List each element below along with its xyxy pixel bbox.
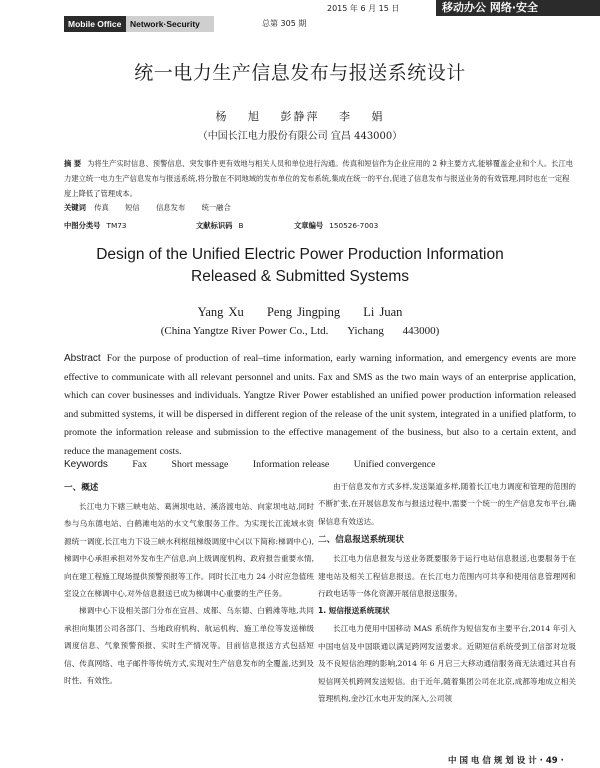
keyword-en: Unified convergence	[353, 459, 436, 470]
abstract-en	[64, 350, 576, 461]
body-paragraph: 长江电力使用中国移动 MAS 系统作为短信发布主要平台,2014 年引入中国电信及中国联通以满足跨网发送要求。近期短信系统受到工信部对垃圾及不良短信治理的影响,2014 年 6 月启三大移动通信服务商无法通过其自有短信网关机跨网发送短信。由于近年,随着集团公司在北京,成都等地成立相关管理机构,金沙江水电开发的深入,公司领	[318, 624, 576, 704]
body-paragraph: 长江电力下辖三峡电站、葛洲坝电站、溪洛渡电站、向家坝电站,同时参与乌东德电站、白鹤滩电站的水文气象服务工作。为实现长江流域水资源统一调度,长江电力下设三峡水利枢纽梯级调度中心(以下简称:梯调中心),梯调中心承担承担对外发布生产信息,向上级调度机构、政府报告重要水情,向在建工程施工现场提供预警预报等工作。同时长江电力 24 小时应急值班室设立在梯调中心,对外信息报送已成为梯调中心重要的生产任务。	[64, 502, 314, 599]
column-brand: 移动办公 网络·安全	[436, 0, 600, 16]
authors-cn: 杨 旭 彭静萍 李 娟	[215, 110, 385, 123]
body-column-left	[64, 478, 314, 689]
subsection-heading: 1. 短信报送系统现状	[318, 606, 390, 616]
body-paragraph: 梯调中心下设相关部门分布在宜昌、成都、乌东德、白鹤滩等地,共同承担向集团公司各部门、当地政府机构、航运机构、施工单位等发送梯级调度信息、气象预警预报、实时生产情况等。目前信息报送方式包括短信、传真网络、电子邮件等传统方式,实现对生产信息发布的全覆盖,达到及时性、有效性。	[64, 606, 314, 686]
section-heading: 二、信息报送系统现状	[318, 535, 404, 546]
keywords-cn-label: 关键词	[64, 203, 86, 212]
paper-title-en	[0, 244, 600, 288]
issue-date: 2015 年 6 月 15 日	[327, 4, 400, 13]
page-footer: 中 国 电 信 规 划 设 计 · 49 ·	[448, 756, 564, 766]
paper-title-cn: 统一电力生产信息发布与报送系统设计	[134, 62, 466, 84]
paper-title-en-line2: Released & Submitted Systems	[191, 268, 409, 285]
keywords-en-label: Keywords	[64, 459, 108, 470]
affiliation-en	[0, 325, 600, 337]
author-en: Li Juan	[363, 305, 403, 319]
keyword-en: Information release	[252, 459, 330, 470]
journal-header	[0, 0, 600, 30]
keyword-en: Short message	[171, 459, 229, 470]
keyword-cn: 信息发布	[156, 203, 186, 212]
document-code: 文献标识码 B	[196, 221, 244, 230]
section-heading: 一、概述	[64, 483, 99, 493]
clc-number: 中图分类号 TM73	[64, 221, 127, 230]
author-en: Yang Xu	[197, 305, 244, 319]
body-paragraph: 由于信息发布方式多样,发送渠道多样,随着长江电力调度和管理的范围的不断扩张,在开展信息发布与报送过程中,需要一个统一的生产信息发布平台,确保信息有效送达。	[318, 482, 576, 526]
keyword-cn: 短信	[125, 203, 140, 212]
keyword-en: Fax	[132, 459, 148, 470]
body-column-right	[318, 478, 576, 707]
paper-title-en-line1: Design of the Unified Electric Power Production Information	[96, 246, 504, 263]
article-number: 文章编号 150526-7003	[294, 221, 379, 230]
abstract-en-text: For the purpose of production of real–time information, early warning information, and emergency events are more effective to communicate with all relevant personnel and units. Fax and SMS as the two main ways of an enterprise application, which can cover businesses and individuals. Yangtze River Power established an unified power production information released and submitted systems, it will be dispersed in different region of the release of the unit system, integrated in a unified platform, to promote the information release and submission to the effective management of the business, but also to a certain extent, and reduce the management costs.	[64, 353, 576, 457]
affiliation-en-zip: 443000)	[402, 325, 440, 337]
affiliation-cn: （中国长江电力股份有限公司 宜昌 443000）	[197, 131, 403, 142]
abstract-cn-text: 为将生产实时信息、预警信息、突发事件更有效地与相关人员和单位进行沟通。传真和短信作为企业应用的 2 种主要方式,能够覆盖企业和个人。长江电力建立统一电力生产信息发布与报送系统,将分散在不同地域的发布单位的发布系统,集成在统一的平台,促进了信息发布与报送业务的有效管理,同时也在一定程度上降低了管理成本。	[64, 159, 574, 198]
abstract-cn-label: 摘 要	[64, 159, 82, 168]
keywords-cn	[64, 203, 245, 213]
section-tag-network-security: Network·Security	[126, 16, 214, 32]
affiliation-en-org: (China Yangtze River Power Co., Ltd.	[160, 325, 329, 337]
abstract-en-label: Abstract	[64, 353, 101, 364]
authors-en	[0, 305, 600, 320]
issue-number: 总第 305 期	[262, 19, 307, 28]
affiliation-en-city: Yichang	[347, 325, 384, 337]
section-tag-mobile-office: Mobile Office	[64, 16, 126, 32]
body-paragraph: 长江电力信息报发与送业务既要服务于运行电站信息报送,也要服务于在建电站及相关工程信息报送。在长江电力范围内可共享和使用信息管理网和行政电话等一体化资源开展信息报送服务。	[318, 554, 576, 599]
abstract-cn	[64, 156, 576, 201]
author-en: Peng Jingping	[266, 305, 341, 319]
keyword-cn: 统一融合	[201, 203, 231, 212]
keywords-en	[64, 459, 457, 470]
keyword-cn: 传真	[94, 203, 109, 212]
